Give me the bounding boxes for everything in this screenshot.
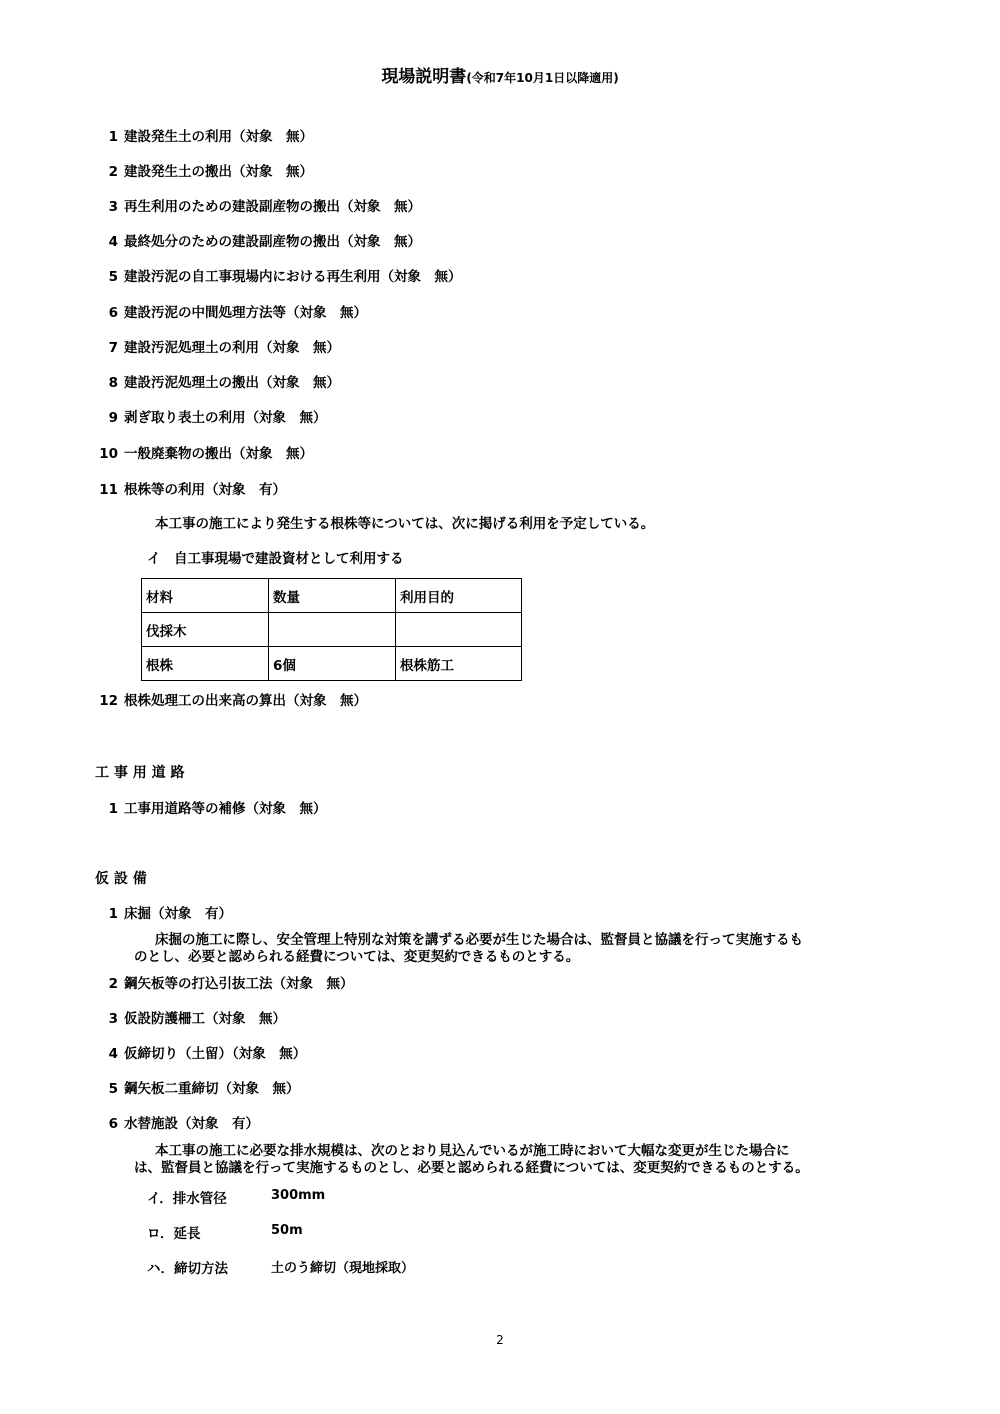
spec-label: ロ．延長 bbox=[147, 1226, 201, 1242]
item6-description-cont: は、監督員と協議を行って実施するものとし、必要と認められる経費については、変更契約できるものとする。 bbox=[134, 1160, 809, 1176]
table-header-row bbox=[142, 579, 522, 613]
item11-subitem: イ 自工事現場で建設資材として利用する bbox=[147, 551, 404, 567]
document-title bbox=[0, 62, 1000, 87]
table-cell: 根株 bbox=[142, 647, 269, 681]
list-item: 6 水替施設（対象 有） bbox=[108, 1116, 259, 1132]
item1-description-cont: のとし、必要と認められる経費については、変更契約できるものとする。 bbox=[134, 949, 580, 965]
list-item: 4 仮締切り（土留）（対象 無） bbox=[108, 1046, 307, 1062]
list-item: 1 床掘（対象 有） bbox=[108, 906, 232, 922]
list-item: 1 建設発生土の利用（対象 無） bbox=[108, 129, 313, 145]
table-header-cell: 利用目的 bbox=[396, 579, 522, 613]
list-item: 2 建設発生土の搬出（対象 無） bbox=[108, 164, 313, 180]
list-item: 10 一般廃棄物の搬出（対象 無） bbox=[99, 446, 313, 462]
table-header-cell: 数量 bbox=[269, 579, 396, 613]
spec-value: 土のう締切（現地採取） bbox=[271, 1261, 415, 1276]
page-number: 2 bbox=[496, 1333, 504, 1347]
list-item: 8 建設汚泥処理土の搬出（対象 無） bbox=[108, 375, 340, 391]
table-cell bbox=[269, 613, 396, 647]
list-item: 6 建設汚泥の中間処理方法等（対象 無） bbox=[108, 305, 367, 321]
table-row bbox=[142, 613, 522, 647]
list-item: 9 剥ぎ取り表土の利用（対象 無） bbox=[108, 410, 327, 426]
item6-description: 本工事の施工に必要な排水規模は、次のとおり見込んでいるが施工時において大幅な変更が生じた場合に bbox=[155, 1143, 790, 1159]
table-cell: 根株筋工 bbox=[396, 647, 522, 681]
list-item: 7 建設汚泥処理土の利用（対象 無） bbox=[108, 340, 340, 356]
section-heading-temporary: 仮 設 備 bbox=[95, 871, 147, 887]
table-cell: 6個 bbox=[269, 647, 396, 681]
item11-description: 本工事の施工により発生する根株等については、次に掲げる利用を予定している。 bbox=[155, 516, 655, 532]
list-item: 5 鋼矢板二重締切（対象 無） bbox=[108, 1081, 300, 1097]
list-item: 3 再生利用のための建設副産物の搬出（対象 無） bbox=[108, 199, 421, 215]
list-item: 2 鋼矢板等の打込引抜工法（対象 無） bbox=[108, 976, 354, 992]
table-cell bbox=[396, 613, 522, 647]
title-main: 現場説明書 bbox=[381, 67, 467, 87]
title-subtitle: (令和7年10月1日以降適用) bbox=[466, 71, 619, 85]
spec-label: ハ．締切方法 bbox=[147, 1261, 228, 1277]
table-cell: 伐採木 bbox=[142, 613, 269, 647]
list-item: 1 工事用道路等の補修（対象 無） bbox=[108, 801, 327, 817]
item1-description: 床掘の施工に際し、安全管理上特別な対策を講ずる必要が生じた場合は、監督員と協議を行って実施するも bbox=[155, 932, 803, 948]
spec-value: 300mm bbox=[271, 1188, 326, 1203]
list-item: 11 根株等の利用（対象 有） bbox=[99, 482, 286, 498]
list-item: 4 最終処分のための建設副産物の搬出（対象 無） bbox=[108, 234, 421, 250]
spec-label: イ．排水管径 bbox=[147, 1191, 227, 1207]
materials-table bbox=[141, 578, 522, 681]
list-item: 12 根株処理工の出来高の算出（対象 無） bbox=[99, 693, 367, 709]
list-item: 3 仮設防護柵工（対象 無） bbox=[108, 1011, 286, 1027]
section-heading-road: 工 事 用 道 路 bbox=[95, 765, 185, 781]
table-header-cell: 材料 bbox=[142, 579, 269, 613]
list-item: 5 建設汚泥の自工事現場内における再生利用（対象 無） bbox=[108, 269, 462, 285]
spec-value: 50m bbox=[271, 1223, 303, 1238]
table-row bbox=[142, 647, 522, 681]
